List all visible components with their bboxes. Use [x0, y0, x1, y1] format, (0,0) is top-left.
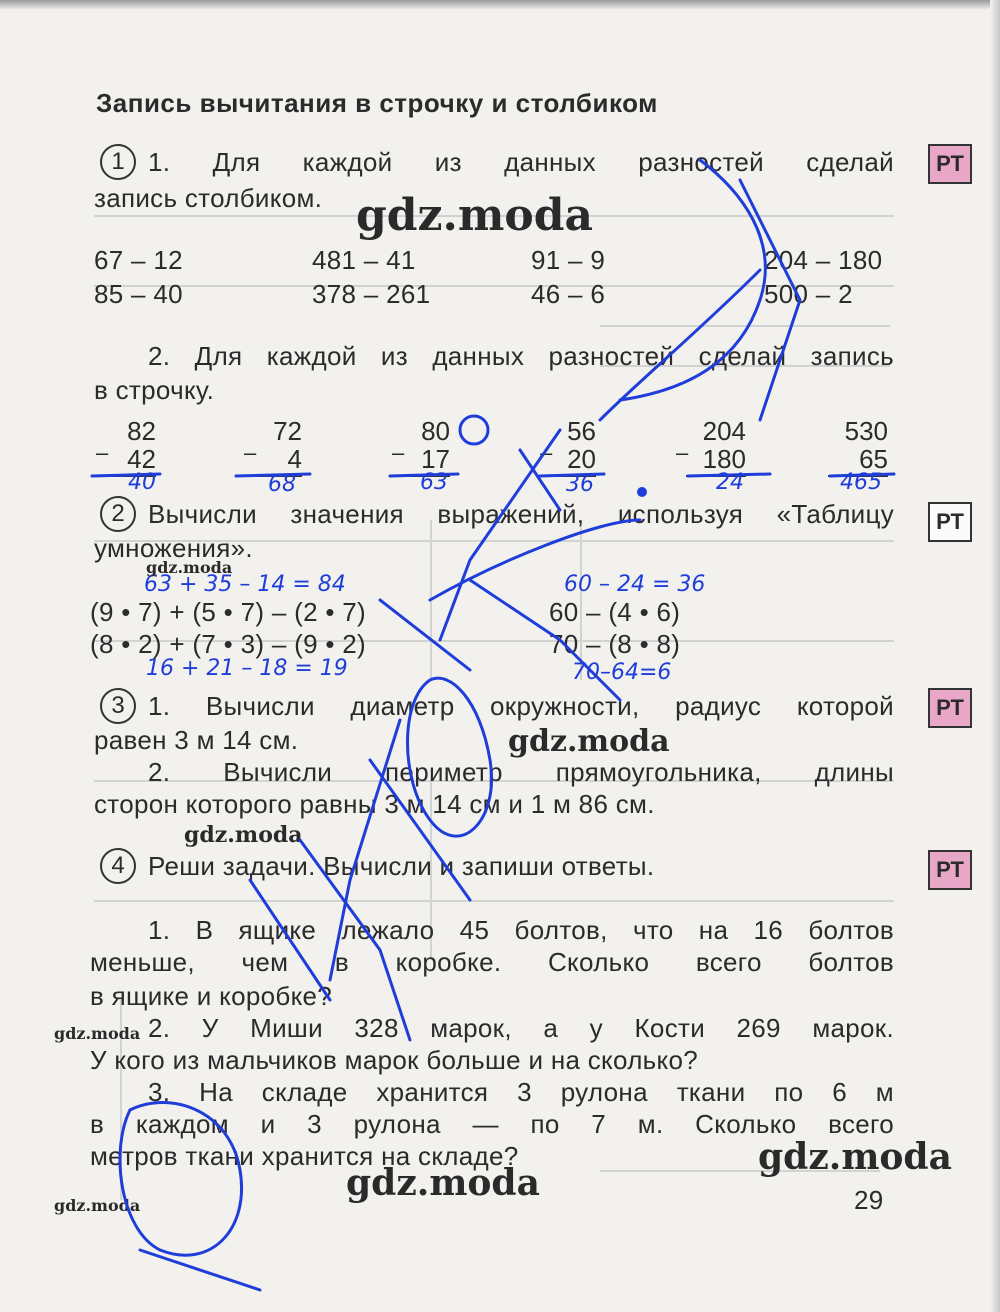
task4-q1-line3: в ящике и коробке?: [90, 981, 333, 1011]
difference-6: 378 – 261: [312, 279, 431, 309]
task4-heading: Реши задачи. Вычисли и запиши ответы.: [148, 851, 655, 881]
task4-q1-line1: 1. В ящике лежало 45 болтов, что на 16 болтов: [148, 915, 894, 945]
subtrahend: 20: [536, 444, 596, 477]
watermark-medium-3: gdz.moda: [346, 1162, 540, 1204]
handwritten-answer: 63: [420, 470, 448, 495]
difference-7: 46 – 6: [531, 279, 606, 309]
task4-q3-line3: метров ткани хранится на складе?: [90, 1141, 519, 1171]
handwritten-work-2: 16 + 21 – 18 = 19: [146, 656, 348, 681]
workbook-badge-1: РТ: [928, 144, 972, 184]
task-number-2: 2: [100, 496, 136, 532]
task2-line1: Вычисли значения выражений, используя «Таблицу: [148, 499, 894, 529]
task4-q3-line2: в каждом и 3 рулона — по 7 м. Сколько всего: [90, 1109, 894, 1139]
task1-part2-line1: 2. Для каждой из данных разностей сделай запись: [148, 341, 894, 371]
handwritten-answer: 40: [128, 470, 156, 495]
subtrahend: 42: [96, 444, 156, 477]
difference-4: 204 – 180: [764, 245, 883, 275]
difference-5: 85 – 40: [94, 279, 183, 309]
watermark-small-4: gdz.moda: [54, 1196, 141, 1215]
expression-2: (8 • 2) + (7 • 3) – (9 • 2): [90, 629, 366, 659]
minuend: 80: [421, 416, 450, 446]
scribble-loop-2: [120, 1103, 242, 1256]
scribble-answer-underline-2: [236, 474, 310, 476]
handwritten-answer: 24: [716, 470, 744, 495]
watermark-small-1: gdz.moda: [146, 558, 233, 577]
subtrahend: 4: [242, 444, 302, 477]
handwritten-work-4: 70–64=6: [572, 660, 672, 685]
task1-part2-line2: в строчку.: [94, 375, 215, 405]
minuend: 82: [127, 416, 156, 446]
scribble-stroke-11: [250, 880, 330, 1000]
subtrahend: 65: [828, 444, 888, 477]
scribble-stroke-9: [330, 720, 400, 980]
page-number: 29: [854, 1185, 884, 1215]
minuend: 204: [702, 416, 746, 446]
minus-sign: –: [244, 440, 257, 465]
task3-part2-line2: сторон которого равны 3 м 14 см и 1 м 86 см.: [94, 789, 655, 819]
watermark-small-2: gdz.moda: [184, 822, 303, 848]
task-number-4: 4: [100, 848, 136, 884]
task3-part1-line1: 1. Вычисли диаметр окружности, радиус которой: [148, 691, 894, 721]
scribble-dot: [637, 487, 647, 497]
scribble-answer-underline-6: [830, 474, 894, 476]
scribble-circle-1: [460, 416, 488, 444]
scribble-stroke-10: [300, 840, 410, 1040]
minus-sign: –: [540, 440, 553, 465]
watermark-medium-2: gdz.moda: [758, 1136, 952, 1178]
minus-sign: –: [676, 440, 689, 465]
scribble-stroke-2: [740, 180, 800, 420]
difference-2: 481 – 41: [312, 245, 416, 275]
task1-part1-line2: запись столбиком.: [94, 183, 323, 213]
difference-3: 91 – 9: [531, 245, 606, 275]
expression-3: 60 – (4 • 6): [549, 597, 681, 627]
scribble-stroke-5: [470, 580, 620, 700]
scribble-stroke-12: [370, 760, 470, 900]
difference-8: 500 – 2: [764, 279, 853, 309]
scribble-answer-underline-3: [390, 474, 458, 476]
handwritten-answer: 68: [268, 472, 296, 497]
scribble-loop-1: [408, 678, 492, 836]
scribble-stroke-8: [380, 600, 470, 670]
task4-q1-line2: меньше, чем в коробке. Сколько всего болтов: [90, 947, 894, 977]
scribble-stroke-6: [430, 520, 640, 600]
task3-part2-line1: 2. Вычисли периметр прямоугольника, длины: [148, 757, 894, 787]
watermark-large-1: gdz.moda: [356, 190, 594, 241]
minuend: 72: [273, 416, 302, 446]
scribble-answer-underline-1: [92, 474, 160, 476]
handwritten-work-3: 60 – 24 = 36: [564, 572, 706, 597]
minuend: 56: [567, 416, 596, 446]
workbook-badge-3: РТ: [928, 688, 972, 728]
task4-q3-line1: 3. На складе хранится 3 рулона ткани по 6 м: [148, 1077, 894, 1107]
task4-q2-line1: 2. У Миши 328 марок, а у Кости 269 марок.: [148, 1013, 894, 1043]
task4-q2-line2: У кого из мальчиков марок больше и на сколько?: [90, 1045, 699, 1075]
subtrahend: 17: [390, 444, 450, 477]
watermark-medium-1: gdz.moda: [508, 724, 670, 759]
scribble-answer-underline-4: [540, 474, 604, 476]
task1-part1-line1: 1. Для каждой из данных разностей сделай: [148, 147, 894, 177]
task3-part1-line2: равен 3 м 14 см.: [94, 725, 299, 755]
scribble-stroke-1: [620, 160, 765, 400]
task-number-3: 3: [100, 688, 136, 724]
page-title: Запись вычитания в строчку и столбиком: [96, 88, 658, 118]
expression-4: 70 – (8 • 8): [549, 629, 681, 659]
difference-1: 67 – 12: [94, 245, 183, 275]
workbook-badge-2: РТ: [928, 502, 972, 542]
scribble-stroke-13: [140, 1250, 260, 1290]
subtrahend: 180: [686, 444, 746, 477]
watermark-small-3: gdz.moda: [54, 1024, 141, 1043]
handwritten-answer: 465: [840, 470, 882, 495]
minuend: 530: [844, 416, 888, 446]
handwritten-answer: 36: [566, 472, 594, 497]
task2-line2: умножения».: [94, 533, 253, 563]
scribble-stroke-4: [440, 430, 560, 640]
minus-sign: –: [96, 440, 109, 465]
handwritten-work-1: 63 + 35 – 14 = 84: [144, 572, 346, 597]
scribble-answer-underline-5: [688, 474, 770, 476]
minus-sign: –: [392, 440, 405, 465]
expression-1: (9 • 7) + (5 • 7) – (2 • 7): [90, 597, 366, 627]
workbook-badge-4: РТ: [928, 850, 972, 890]
task-number-1: 1: [100, 144, 136, 180]
